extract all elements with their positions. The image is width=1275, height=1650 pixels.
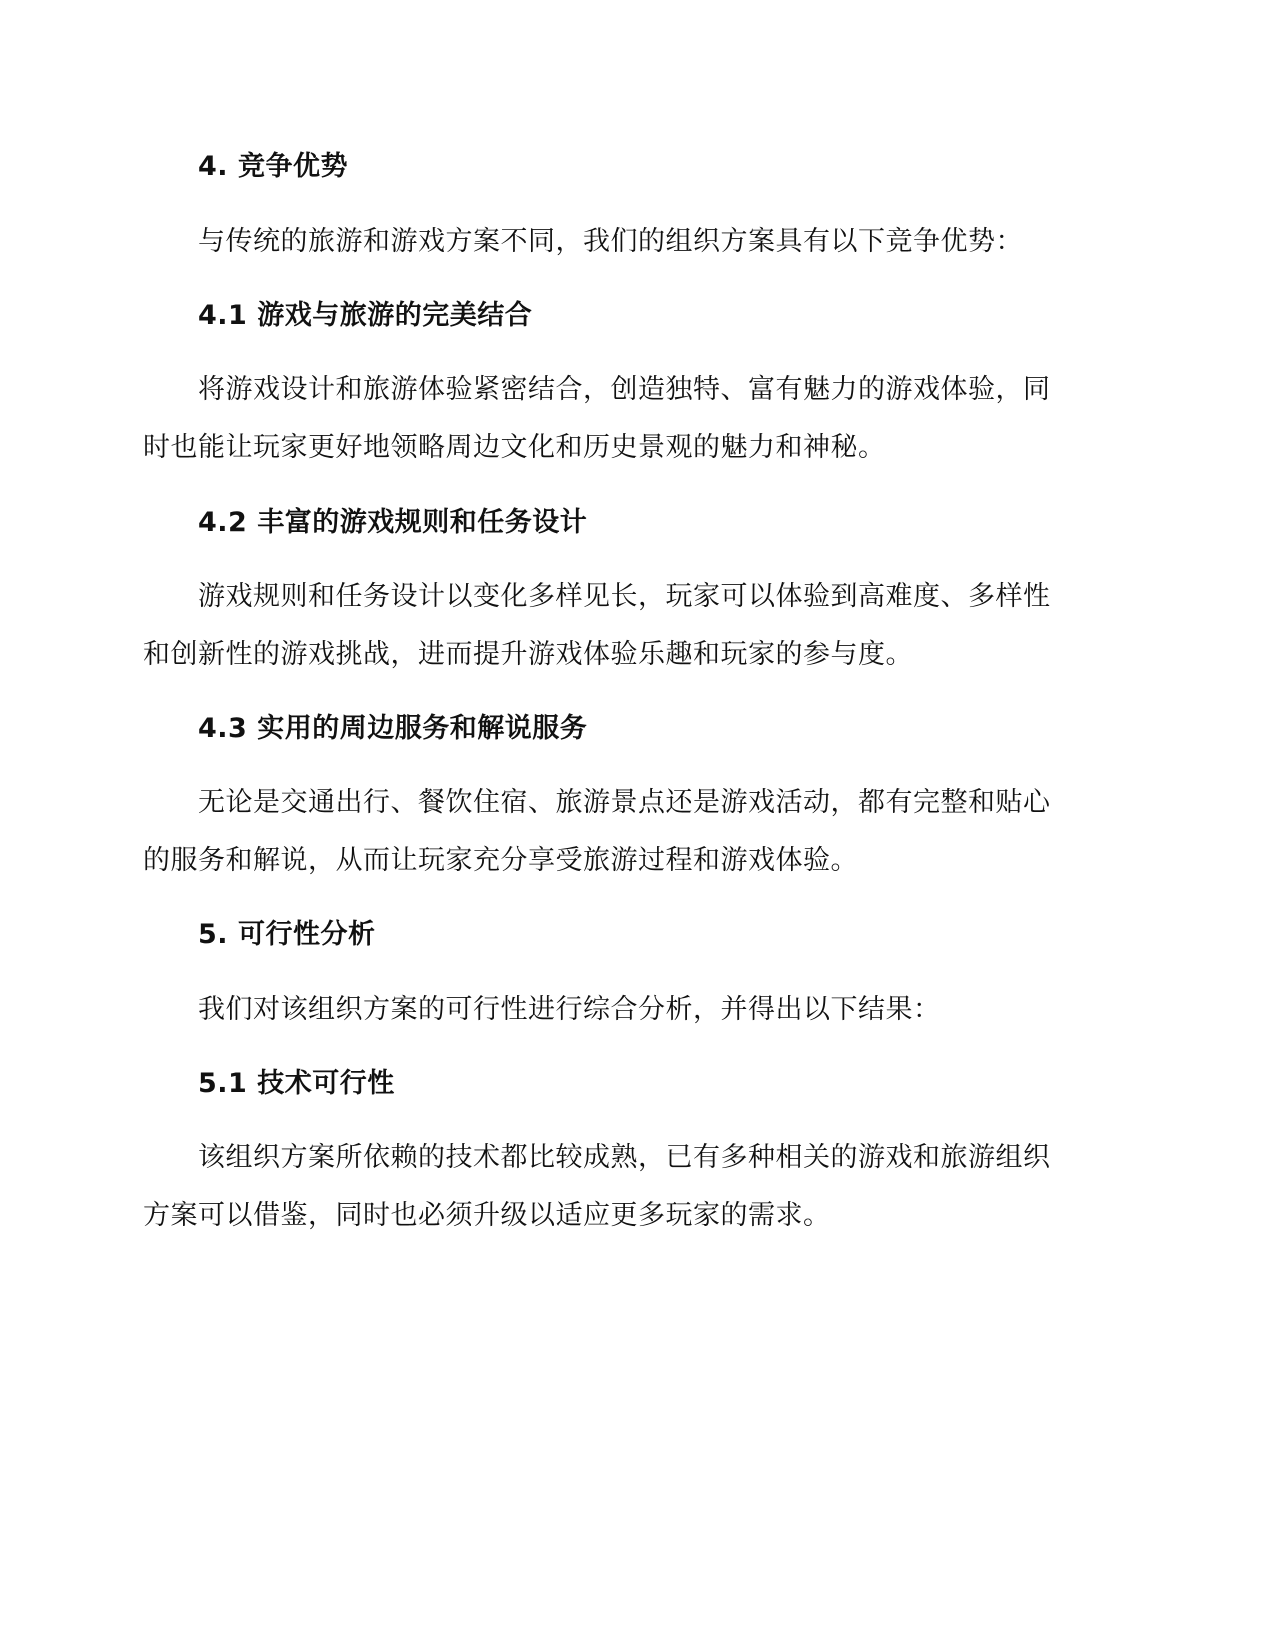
paragraph-line: 与传统的旅游和游戏方案不同，我们的组织方案具有以下竞争优势：	[198, 226, 1023, 257]
section-heading-5: 5. 可行性分析	[198, 919, 376, 950]
paragraph-line: 将游戏设计和旅游体验紧密结合，创造独特、富有魅力的游戏体验，同	[198, 374, 1051, 405]
paragraph-line: 游戏规则和任务设计以变化多样见长，玩家可以体验到高难度、多样性	[198, 581, 1051, 612]
section-heading-4-2: 4.2 丰富的游戏规则和任务设计	[198, 507, 588, 538]
section-heading-4-1: 4.1 游戏与旅游的完美结合	[198, 300, 533, 331]
paragraph-line: 我们对该组织方案的可行性进行综合分析，并得出以下结果：	[198, 994, 941, 1025]
section-heading-5-1: 5.1 技术可行性	[198, 1068, 395, 1099]
section-heading-4-3: 4.3 实用的周边服务和解说服务	[198, 713, 588, 744]
paragraph-line: 该组织方案所依赖的技术都比较成熟，已有多种相关的游戏和旅游组织	[198, 1142, 1051, 1173]
paragraph-line: 的服务和解说，从而让玩家充分享受旅游过程和游戏体验。	[143, 845, 858, 876]
paragraph-line: 和创新性的游戏挑战，进而提升游戏体验乐趣和玩家的参与度。	[143, 639, 913, 670]
paragraph-line: 无论是交通出行、餐饮住宿、旅游景点还是游戏活动，都有完整和贴心	[198, 787, 1051, 818]
paragraph-line: 时也能让玩家更好地领略周边文化和历史景观的魅力和神秘。	[143, 432, 886, 463]
paragraph-line: 方案可以借鉴，同时也必须升级以适应更多玩家的需求。	[143, 1200, 831, 1231]
section-heading-4: 4. 竞争优势	[198, 151, 348, 182]
